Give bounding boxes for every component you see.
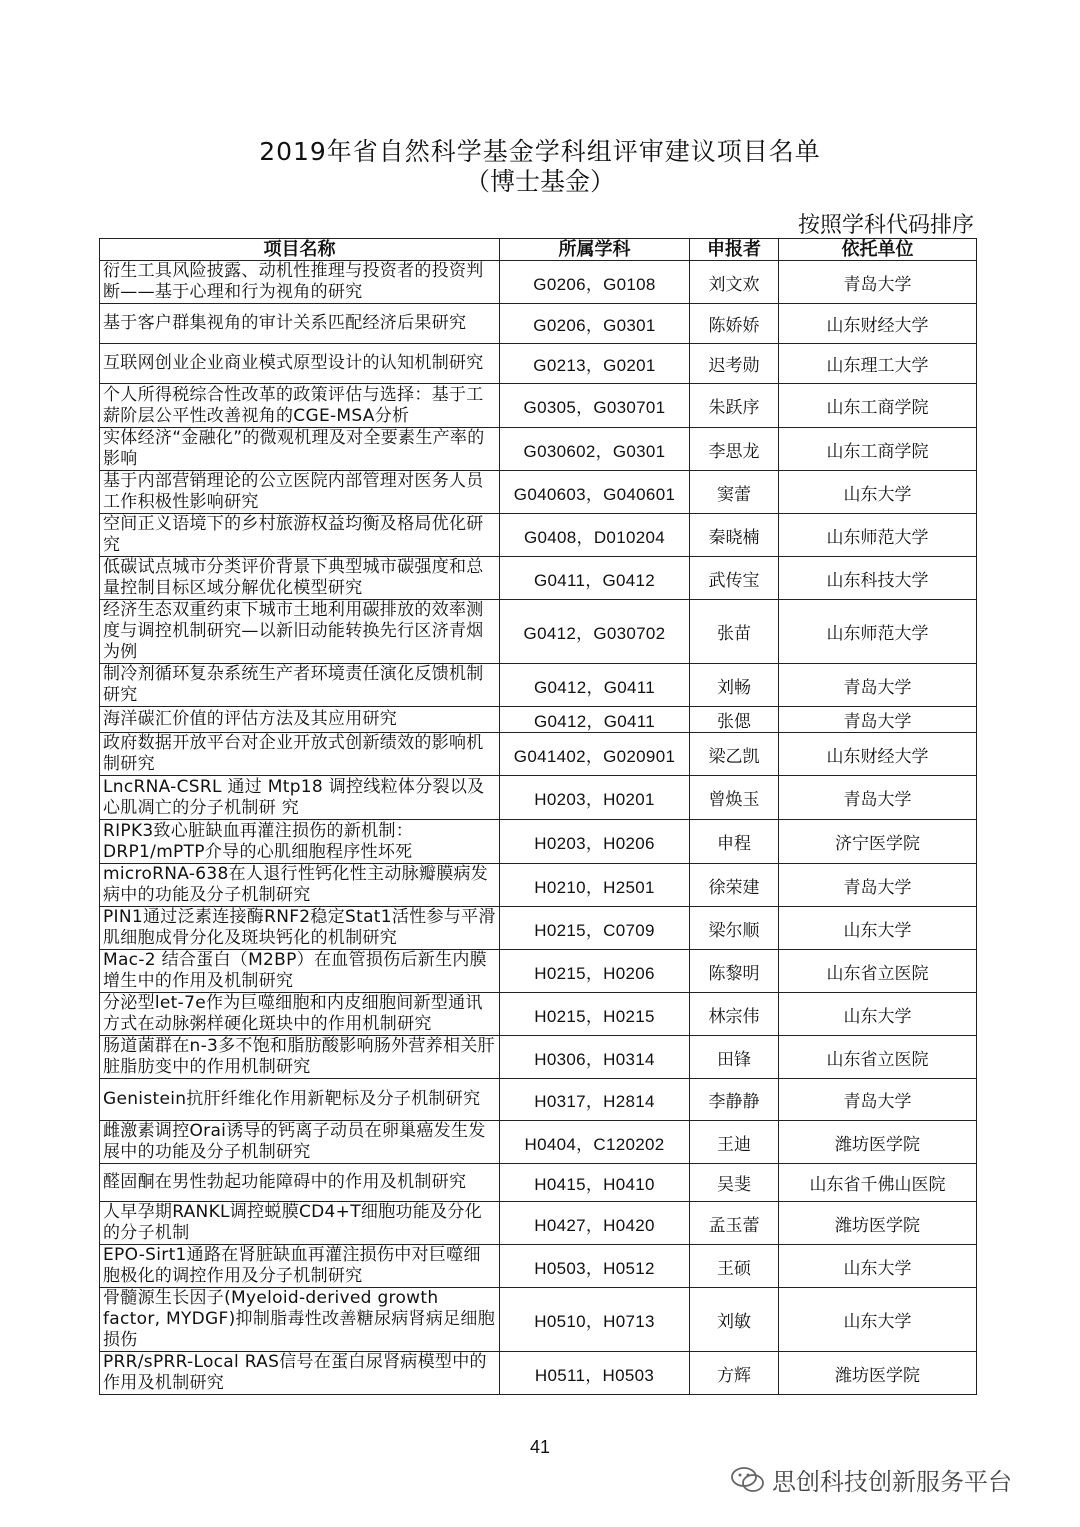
subject-code-cell: H0215，H0206 [500,950,690,993]
table-row [100,950,977,993]
table-row [100,1245,977,1288]
table-row [100,471,977,514]
subject-code-cell: G0213，G0201 [500,344,690,384]
project-name-cell: 空间正义语境下的乡村旅游权益均衡及格局优化研究 [100,514,500,557]
project-name-cell: 基于客户群集视角的审计关系匹配经济后果研究 [100,304,500,344]
applicant-cell: 朱跃序 [690,384,779,428]
project-name-cell: 骨髓源生长因子(Myeloid-derived growth factor, MYDGF)抑制脂毒性改善糖尿病肾病足细胞损伤 [100,1288,500,1352]
project-name-cell: 制冷剂循环复杂系统生产者环境责任演化反馈机制研究 [100,664,500,707]
header-institution: 依托单位 [779,239,977,261]
subject-code-cell: G0412，G0411 [500,664,690,707]
applicant-cell: 武传宝 [690,557,779,600]
applicant-cell: 徐荣建 [690,864,779,907]
table-row [100,600,977,664]
applicant-cell: 窦蕾 [690,471,779,514]
applicant-cell: 张偲 [690,707,779,733]
subject-code-cell: H0427，H0420 [500,1202,690,1245]
institution-cell: 青岛大学 [779,1079,977,1121]
table-row [100,1202,977,1245]
project-table [99,238,977,1395]
table-row [100,664,977,707]
institution-cell: 山东大学 [779,993,977,1036]
institution-cell: 潍坊医学院 [779,1121,977,1164]
table-row [100,261,977,304]
applicant-cell: 秦晓楠 [690,514,779,557]
applicant-cell: 申程 [690,820,779,864]
institution-cell: 山东大学 [779,471,977,514]
applicant-cell: 王硕 [690,1245,779,1288]
subject-code-cell: G0411，G0412 [500,557,690,600]
institution-cell: 山东财经大学 [779,733,977,776]
table-row [100,993,977,1036]
project-name-cell: 互联网创业企业商业模式原型设计的认知机制研究 [100,344,500,384]
institution-cell: 青岛大学 [779,864,977,907]
sort-note: 按照学科代码排序 [797,213,974,238]
applicant-cell: 刘敏 [690,1288,779,1352]
applicant-cell: 陈娇娇 [690,304,779,344]
institution-cell: 山东理工大学 [779,344,977,384]
subject-code-cell: G0305，G030701 [500,384,690,428]
project-name-cell: 人早孕期RANKL调控蜕膜CD4+T细胞功能及分化的分子机制 [100,1202,500,1245]
subject-code-cell: H0215，H0215 [500,993,690,1036]
subject-code-cell: G0408，D010204 [500,514,690,557]
table-row [100,1164,977,1202]
project-name-cell: PIN1通过泛素连接酶RNF2稳定Stat1活性参与平滑肌细胞成骨分化及斑块钙化的机制研究 [100,907,500,950]
table-row [100,1079,977,1121]
applicant-cell: 梁乙凯 [690,733,779,776]
subject-code-cell: G040603，G040601 [500,471,690,514]
project-name-cell: 低碳试点城市分类评价背景下典型城市碳强度和总量控制目标区域分解优化模型研究 [100,557,500,600]
table-row [100,820,977,864]
applicant-cell: 曾焕玉 [690,776,779,820]
applicant-cell: 方辉 [690,1352,779,1395]
project-name-cell: 衍生工具风险披露、动机性推理与投资者的投资判断——基于心理和行为视角的研究 [100,261,500,304]
institution-cell: 山东工商学院 [779,384,977,428]
institution-cell: 青岛大学 [779,776,977,820]
institution-cell: 潍坊医学院 [779,1352,977,1395]
subject-code-cell: H0503，H0512 [500,1245,690,1288]
wechat-icon [730,1466,766,1494]
table-row [100,707,977,733]
applicant-cell: 迟考勋 [690,344,779,384]
subject-code-cell: H0511，H0503 [500,1352,690,1395]
table-row [100,733,977,776]
applicant-cell: 田锋 [690,1036,779,1079]
subject-code-cell: H0203，H0201 [500,776,690,820]
subject-code-cell: G030602，G0301 [500,428,690,471]
project-name-cell: microRNA-638在人退行性钙化性主动脉瓣膜病发病中的功能及分子机制研究 [100,864,500,907]
institution-cell: 山东师范大学 [779,514,977,557]
applicant-cell: 梁尔顺 [690,907,779,950]
institution-cell: 潍坊医学院 [779,1202,977,1245]
table-row [100,384,977,428]
project-name-cell: LncRNA-CSRL 通过 Mtp18 调控线粒体分裂以及心肌凋亡的分子机制研 究 [100,776,500,820]
project-name-cell: 个人所得税综合性改革的政策评估与选择：基于工薪阶层公平性改善视角的CGE-MSA分析 [100,384,500,428]
project-name-cell: 雌激素调控Orai诱导的钙离子动员在卵巢癌发生发展中的功能及分子机制研究 [100,1121,500,1164]
table-row [100,514,977,557]
project-name-cell: 经济生态双重约束下城市土地利用碳排放的效率测度与调控机制研究—以新旧动能转换先行区济青烟为例 [100,600,500,664]
table-row [100,776,977,820]
applicant-cell: 张苗 [690,600,779,664]
table-row [100,1352,977,1395]
subject-code-cell: G0412，G030702 [500,600,690,664]
applicant-cell: 孟玉蕾 [690,1202,779,1245]
institution-cell: 青岛大学 [779,664,977,707]
table-row [100,428,977,471]
project-name-cell: 基于内部营销理论的公立医院内部管理对医务人员工作积极性影响研究 [100,471,500,514]
project-name-cell: 分泌型let-7e作为巨噬细胞和内皮细胞间新型通讯方式在动脉粥样硬化斑块中的作用机制研究 [100,993,500,1036]
applicant-cell: 刘文欢 [690,261,779,304]
applicant-cell: 吴斐 [690,1164,779,1202]
project-name-cell: 肠道菌群在n-3多不饱和脂肪酸影响肠外营养相关肝脏脂肪变中的作用机制研究 [100,1036,500,1079]
header-project-name: 项目名称 [100,239,500,261]
document-title: 2019年省自然科学基金学科组评审建议项目名单 [259,137,821,166]
table-row [100,1036,977,1079]
watermark [730,1462,1012,1497]
institution-cell: 山东大学 [779,907,977,950]
project-name-cell: PRR/sPRR-Local RAS信号在蛋白尿肾病模型中的作用及机制研究 [100,1352,500,1395]
table-row [100,1121,977,1164]
subject-code-cell: G041402，G020901 [500,733,690,776]
table-row [100,304,977,344]
document-subtitle: （博士基金） [464,167,615,196]
page-number: 41 [529,1437,551,1457]
subject-code-cell: G0206，G0108 [500,261,690,304]
subject-code-cell: H0306，H0314 [500,1036,690,1079]
project-name-cell: EPO-Sirt1通路在肾脏缺血再灌注损伤中对巨噬细胞极化的调控作用及分子机制研究 [100,1245,500,1288]
header-subject: 所属学科 [500,239,690,261]
project-name-cell: Mac-2 结合蛋白（M2BP）在血管损伤后新生内膜增生中的作用及机制研究 [100,950,500,993]
subject-code-cell: G0412，G0411 [500,707,690,733]
institution-cell: 青岛大学 [779,707,977,733]
applicant-cell: 李思龙 [690,428,779,471]
table-row [100,907,977,950]
applicant-cell: 刘畅 [690,664,779,707]
institution-cell: 山东财经大学 [779,304,977,344]
table-row [100,864,977,907]
table-row [100,557,977,600]
project-name-cell: 实体经济“金融化”的微观机理及对全要素生产率的影响 [100,428,500,471]
header-applicant: 申报者 [690,239,779,261]
subject-code-cell: H0203，H0206 [500,820,690,864]
applicant-cell: 李静静 [690,1079,779,1121]
watermark-text: 思创科技创新服务平台 [772,1468,1012,1496]
project-name-cell: 海洋碳汇价值的评估方法及其应用研究 [100,707,500,733]
applicant-cell: 陈黎明 [690,950,779,993]
institution-cell: 山东省立医院 [779,950,977,993]
institution-cell: 山东大学 [779,1288,977,1352]
project-name-cell: RIPK3致心脏缺血再灌注损伤的新机制：DRP1/mPTP介导的心肌细胞程序性坏死 [100,820,500,864]
project-name-cell: 政府数据开放平台对企业开放式创新绩效的影响机制研究 [100,733,500,776]
table-header-row [100,239,977,261]
institution-cell: 山东大学 [779,1245,977,1288]
subject-code-cell: H0415，H0410 [500,1164,690,1202]
subject-code-cell: G0206，G0301 [500,304,690,344]
institution-cell: 山东师范大学 [779,600,977,664]
subject-code-cell: H0317，H2814 [500,1079,690,1121]
institution-cell: 山东省立医院 [779,1036,977,1079]
table-row [100,344,977,384]
institution-cell: 济宁医学院 [779,820,977,864]
subject-code-cell: H0215，C0709 [500,907,690,950]
applicant-cell: 王迪 [690,1121,779,1164]
project-name-cell: 醛固酮在男性勃起功能障碍中的作用及机制研究 [100,1164,500,1202]
subject-code-cell: H0210，H2501 [500,864,690,907]
institution-cell: 山东工商学院 [779,428,977,471]
subject-code-cell: H0404，C120202 [500,1121,690,1164]
table-row [100,1288,977,1352]
institution-cell: 青岛大学 [779,261,977,304]
project-name-cell: Genistein抗肝纤维化作用新靶标及分子机制研究 [100,1079,500,1121]
subject-code-cell: H0510，H0713 [500,1288,690,1352]
institution-cell: 山东科技大学 [779,557,977,600]
institution-cell: 山东省千佛山医院 [779,1164,977,1202]
applicant-cell: 林宗伟 [690,993,779,1036]
